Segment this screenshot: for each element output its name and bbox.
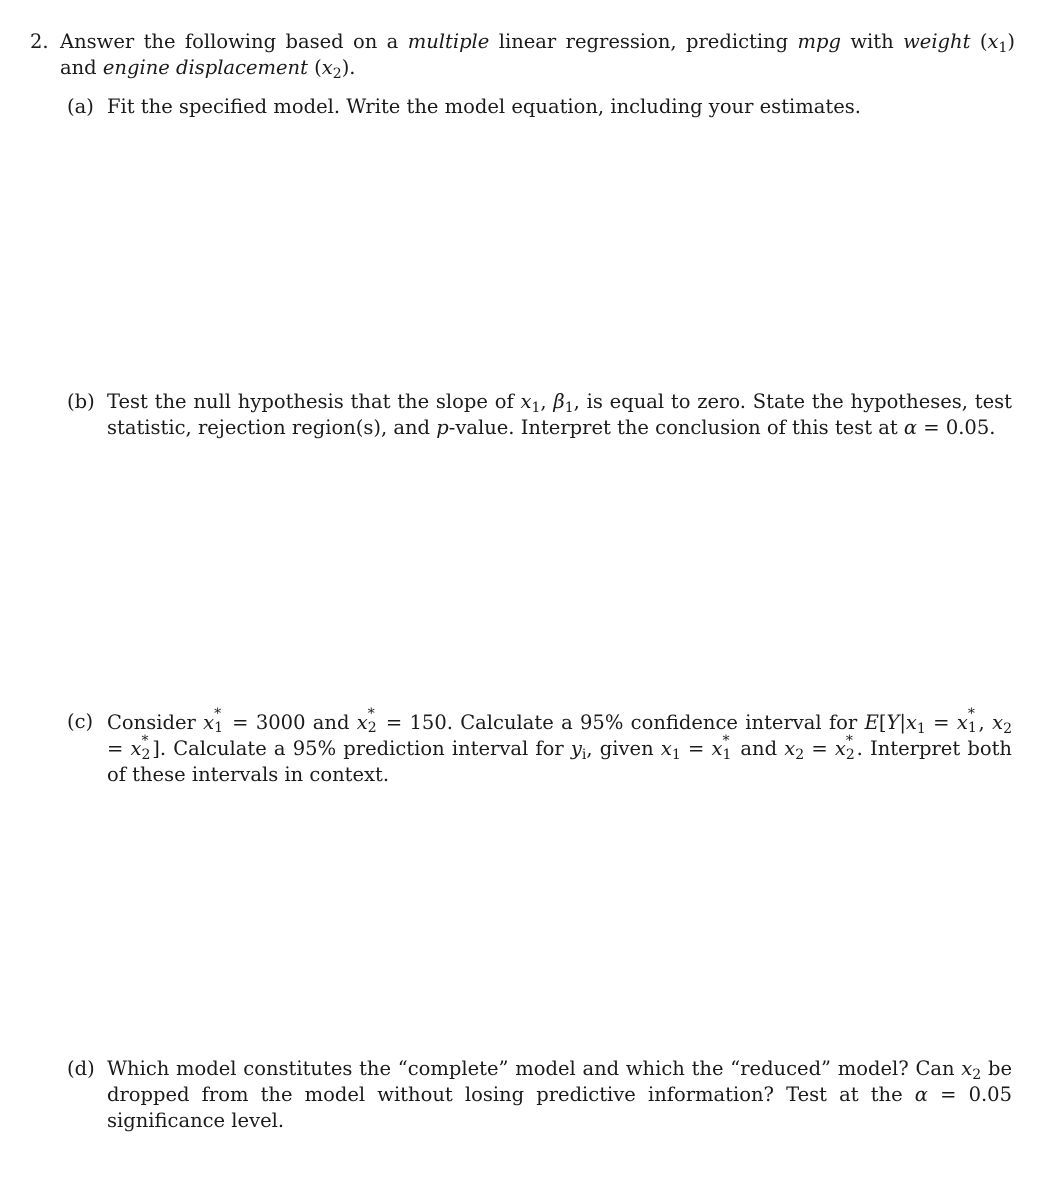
- part-c-label: (c): [67, 710, 94, 733]
- part-d-text: Which model constitutes the “complete” model and which the “reduced” model? Can $x_2$ be dropped from the model without losing predictive information? Test at the α = 0.05 significance level.: [107, 1057, 1012, 1132]
- part-a-label: (a): [67, 95, 94, 118]
- part-a-text: Fit the specified model. Write the model equation, including your estimates.: [107, 95, 861, 118]
- part-a: [67, 94, 1012, 120]
- part-c: [67, 706, 1012, 788]
- part-b: [67, 389, 1012, 441]
- part-c-text: Consider x * 1 = 3000 and x * 2 = 150. Calculate a 95% confidence interval for $E[Y|x_1 = x$ * 1 , $x_2 = x$ * 2 ]. Calculate a 95% prediction interval for $y_i$, given $x_1 = x$ * 1 and $x_2 = x$ * 2 . Interpret both of these intervals in context.: [107, 706, 1012, 786]
- problem-2: [30, 29, 1015, 81]
- part-b-text: Test the null hypothesis that the slope of $x_1$, $\beta_1$, is equal to zero. State the hypotheses, test statistic, rejection region(s), and p-value. Interpret the conclusion of this test at α = 0.05.: [107, 390, 1013, 439]
- part-d: [67, 1056, 1012, 1134]
- part-b-label: (b): [67, 390, 95, 413]
- part-d-label: (d): [67, 1057, 95, 1080]
- problem-number: 2.: [30, 30, 49, 53]
- problem-intro: Answer the following based on a multiple linear regression, predicting mpg with weight $(x_1)$ and engine displacement $(x_2)$.: [60, 30, 1016, 83]
- problem-header: [30, 29, 1015, 81]
